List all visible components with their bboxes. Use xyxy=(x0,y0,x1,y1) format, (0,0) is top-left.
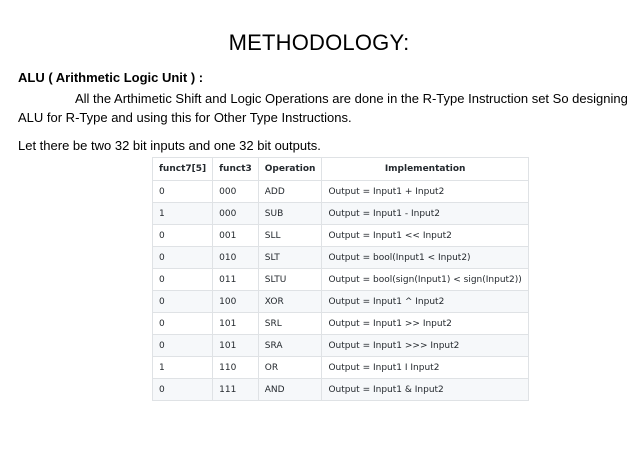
cell-funct7: 1 xyxy=(153,203,213,225)
cell-operation: SRL xyxy=(258,313,322,335)
table-row xyxy=(153,181,529,203)
cell-implementation: Output = Input1 >> Input2 xyxy=(322,313,528,335)
table-row xyxy=(153,225,529,247)
table-row xyxy=(153,269,529,291)
page-title: METHODOLOGY: xyxy=(228,30,410,55)
cell-funct3: 111 xyxy=(213,379,259,401)
cell-operation: ADD xyxy=(258,181,322,203)
table-row xyxy=(153,247,529,269)
cell-funct7: 0 xyxy=(153,335,213,357)
cell-funct7: 0 xyxy=(153,247,213,269)
cell-funct7: 0 xyxy=(153,291,213,313)
cell-operation: SUB xyxy=(258,203,322,225)
inputs-note: Let there be two 32 bit inputs and one 32 bit outputs. xyxy=(18,138,321,153)
cell-operation: SLTU xyxy=(258,269,322,291)
cell-funct7: 1 xyxy=(153,357,213,379)
cell-implementation: Output = Input1 << Input2 xyxy=(322,225,528,247)
cell-funct7: 0 xyxy=(153,225,213,247)
cell-funct3: 000 xyxy=(213,203,259,225)
table-header-row xyxy=(153,158,529,181)
cell-implementation: Output = Input1 & Input2 xyxy=(322,379,528,401)
table-row xyxy=(153,379,529,401)
cell-implementation: Output = Input1 >>> Input2 xyxy=(322,335,528,357)
cell-operation: SLL xyxy=(258,225,322,247)
cell-funct7: 0 xyxy=(153,181,213,203)
cell-funct3: 000 xyxy=(213,181,259,203)
cell-operation: XOR xyxy=(258,291,322,313)
cell-operation: SLT xyxy=(258,247,322,269)
description-paragraph xyxy=(18,89,628,127)
cell-funct3: 101 xyxy=(213,313,259,335)
table-row xyxy=(153,203,529,225)
header-funct3: funct3 xyxy=(213,158,259,181)
cell-funct7: 0 xyxy=(153,313,213,335)
cell-operation: AND xyxy=(258,379,322,401)
cell-funct3: 011 xyxy=(213,269,259,291)
cell-implementation: Output = bool(sign(Input1) < sign(Input2)) xyxy=(322,269,528,291)
alu-operations-table xyxy=(152,157,529,401)
alu-operations-table-container xyxy=(152,157,522,399)
table-row xyxy=(153,357,529,379)
cell-operation: SRA xyxy=(258,335,322,357)
cell-implementation: Output = bool(Input1 < Input2) xyxy=(322,247,528,269)
cell-funct7: 0 xyxy=(153,269,213,291)
description-text: All the Arthimetic Shift and Logic Operations are done in the R-Type Instruction set So designing ALU for R-Type and using this for Other Type Instructions. xyxy=(18,91,628,125)
table-row xyxy=(153,335,529,357)
cell-funct3: 100 xyxy=(213,291,259,313)
cell-funct3: 010 xyxy=(213,247,259,269)
section-heading: ALU ( Arithmetic Logic Unit ) : xyxy=(18,70,204,85)
header-implementation: Implementation xyxy=(322,158,528,181)
cell-funct3: 110 xyxy=(213,357,259,379)
cell-funct3: 101 xyxy=(213,335,259,357)
table-row xyxy=(153,291,529,313)
cell-operation: OR xyxy=(258,357,322,379)
cell-implementation: Output = Input1 + Input2 xyxy=(322,181,528,203)
header-operation: Operation xyxy=(258,158,322,181)
cell-implementation: Output = Input1 ^ Input2 xyxy=(322,291,528,313)
table-row xyxy=(153,313,529,335)
cell-funct7: 0 xyxy=(153,379,213,401)
cell-implementation: Output = Input1 - Input2 xyxy=(322,203,528,225)
cell-implementation: Output = Input1 I Input2 xyxy=(322,357,528,379)
cell-funct3: 001 xyxy=(213,225,259,247)
header-funct7: funct7[5] xyxy=(153,158,213,181)
